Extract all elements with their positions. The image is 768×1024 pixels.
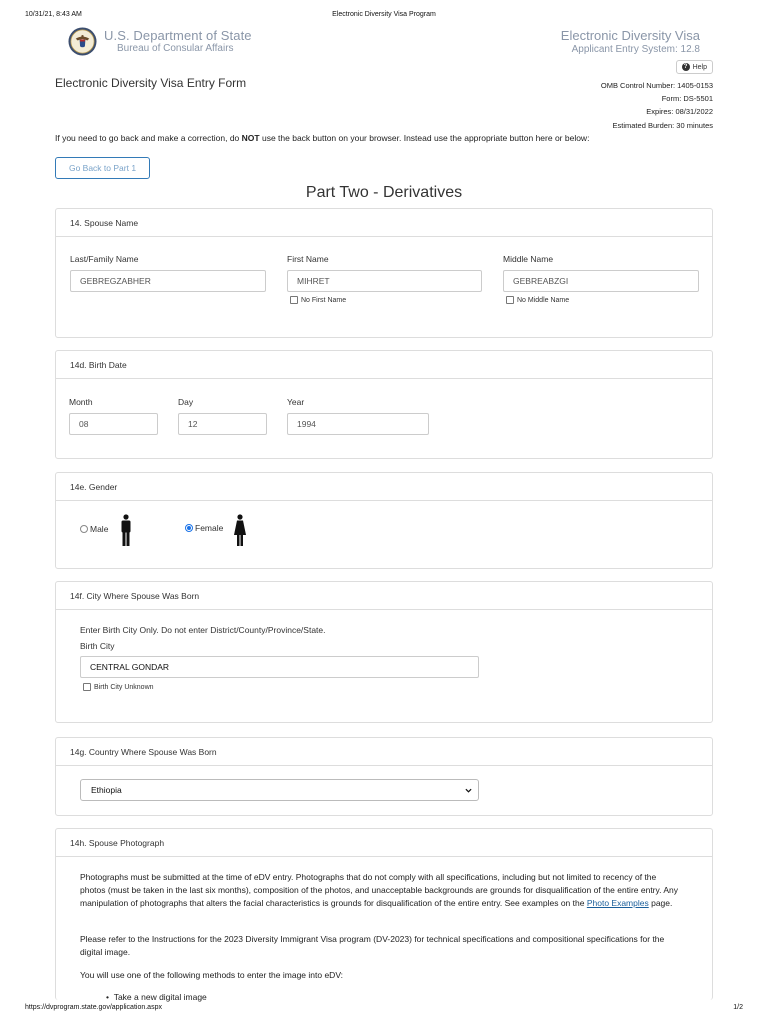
expiration-date: Expires: 08/31/2022 [646, 107, 713, 117]
question-icon: ? [682, 63, 690, 71]
photo-instructions-paragraph: Please refer to the Instructions for the 2023 Diversity Immigrant Visa program (DV-2023) for technical specifications and compositional specifications for the digital image. [80, 934, 665, 957]
first-name-label: First Name [287, 254, 329, 264]
birth-city-note: Enter Birth City Only. Do not enter District/County/Province/State. [80, 625, 326, 635]
female-option[interactable] [185, 523, 223, 533]
department-block [104, 28, 254, 54]
bureau-name: Bureau of Consular Affairs [117, 43, 234, 54]
birth-city-panel [55, 581, 713, 723]
print-url: https://dvprogram.state.gov/application.aspx [25, 1004, 162, 1011]
spouse-photo-heading: 14h. Spouse Photograph [56, 829, 712, 857]
omb-info [601, 79, 713, 132]
birth-city-heading: 14f. City Where Spouse Was Born [56, 582, 712, 610]
print-footer [25, 999, 743, 1011]
birth-country-panel [55, 737, 713, 816]
photo-requirements-paragraph: Photographs must be submitted at the time of eDV entry. Photographs that do not comply with all specifications, including but not limited to recency of the photos (must be taken in the last six months), composition of the photos, and unacceptable backgrounds are grounds for disqualification of the entire entry. Any manipulation of photographs that alters the facial characteristics is grounds for disqualification of the entire entry. See examples on the Photo Examples page. [80, 872, 679, 908]
first-name-input[interactable]: MIHRET [287, 270, 482, 292]
method-bullet-new-image: • Take a new digital image [106, 992, 207, 1002]
birth-date-panel [55, 350, 713, 459]
middle-name-label: Middle Name [503, 254, 554, 264]
day-input[interactable]: 12 [178, 413, 267, 435]
female-radio[interactable] [185, 524, 193, 532]
birth-city-input[interactable]: CENTRAL GONDAR [80, 656, 479, 678]
male-figure-icon [120, 514, 132, 546]
female-figure-icon [233, 514, 247, 546]
middle-name-input[interactable]: GEBREABZGI [503, 270, 699, 292]
birth-country-select[interactable] [80, 779, 479, 801]
gender-heading: 14e. Gender [56, 473, 712, 501]
photo-examples-link[interactable]: Photo Examples [586, 897, 649, 908]
last-name-input[interactable]: GEBREGZABHER [70, 270, 266, 292]
photo-methods-intro: You will use one of the following methods to enter the image into eDV: [80, 970, 344, 980]
edv-system-version: Applicant Entry System: 12.8 [571, 44, 700, 55]
birth-city-unknown-checkbox[interactable] [83, 683, 91, 691]
omb-control-number: OMB Control Number: 1405-0153 [600, 81, 713, 90]
chevron-down-icon [465, 787, 472, 794]
male-radio[interactable] [80, 525, 88, 533]
estimated-burden: Estimated Burden: 30 minutes [612, 120, 713, 130]
birth-city-label: Birth City [80, 641, 115, 651]
department-name: U.S. Department of State [104, 28, 252, 43]
form-title: Electronic Diversity Visa Entry Form [55, 76, 247, 90]
spouse-photo-panel [55, 828, 713, 1000]
state-department-seal-icon [68, 27, 97, 56]
help-label: Help [692, 63, 707, 71]
year-input[interactable]: 1994 [287, 413, 429, 435]
print-datetime: 10/31/21, 8:43 AM [25, 11, 82, 18]
no-middle-name-checkbox[interactable] [506, 296, 514, 304]
edv-title: Electronic Diversity Visa [560, 28, 700, 43]
month-label: Month [69, 397, 93, 407]
part-title: Part Two - Derivatives [305, 184, 463, 201]
day-label: Day [178, 397, 194, 407]
birth-city-unknown-option[interactable] [83, 683, 154, 691]
go-back-to-part1-button[interactable]: Go Back to Part 1 [55, 157, 150, 179]
print-page-number: 1/2 [733, 1004, 743, 1011]
male-label: Male [90, 524, 109, 534]
not-emphasis: NOT [241, 133, 260, 143]
month-input[interactable]: 08 [69, 413, 158, 435]
last-name-label: Last/Family Name [70, 254, 139, 264]
form-number: Form: DS-5501 [661, 94, 713, 104]
birth-country-value: Ethiopia [91, 785, 122, 795]
birth-date-heading: 14d. Birth Date [56, 351, 712, 379]
birth-country-heading: 14g. Country Where Spouse Was Born [56, 738, 712, 766]
no-first-name-checkbox[interactable] [290, 296, 298, 304]
no-middle-name-label: No Middle Name [517, 296, 570, 304]
spouse-name-heading: 14. Spouse Name [56, 209, 712, 237]
gender-panel [55, 472, 713, 569]
spouse-name-panel [55, 208, 713, 338]
male-option[interactable] [80, 524, 108, 534]
edv-title-block [561, 28, 700, 55]
no-middle-name-option[interactable] [506, 296, 569, 304]
no-first-name-label: No First Name [301, 296, 347, 304]
help-button[interactable] [676, 60, 713, 74]
year-label: Year [287, 397, 305, 407]
print-header [25, 11, 743, 23]
female-label: Female [195, 523, 224, 533]
no-first-name-option[interactable] [290, 296, 346, 304]
birth-city-unknown-label: Birth City Unknown [94, 683, 154, 691]
navigation-instructions: If you need to go back and make a correction, do NOT use the back button on your browser. Instead use the appropriate button here or below: [55, 133, 590, 143]
print-page-title: Electronic Diversity Visa Program [332, 11, 436, 18]
